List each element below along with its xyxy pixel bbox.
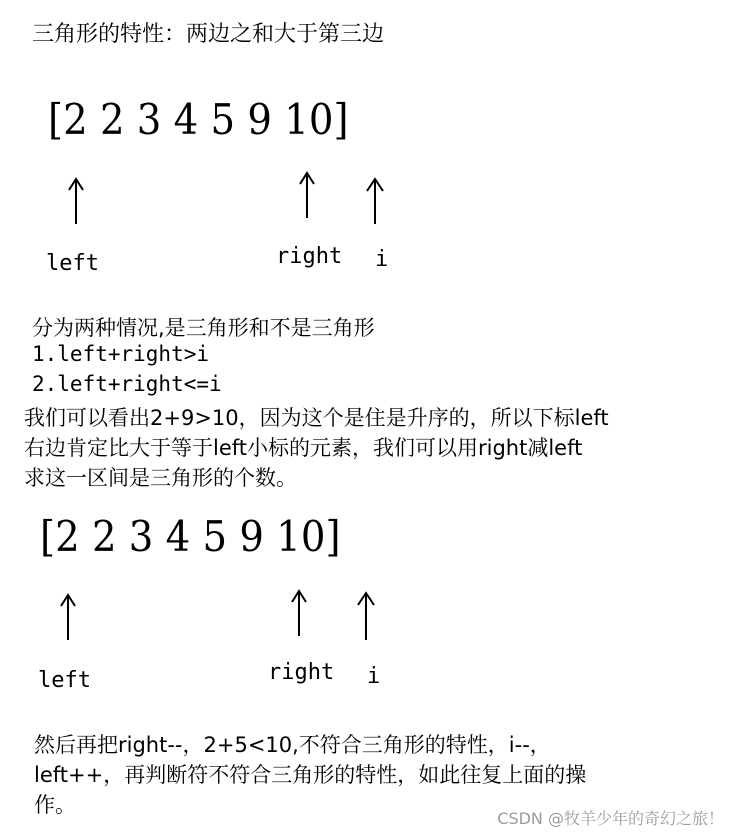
pointer-label-left-2: left [38, 668, 91, 693]
pointer-label-right: right [276, 244, 343, 269]
case-1: 1.left+right>i [32, 342, 210, 366]
up-arrow-icon [58, 592, 78, 642]
pointer-label-left: left [46, 251, 99, 276]
up-arrow-icon [289, 588, 309, 638]
pointer-label-right-2: right [268, 660, 335, 685]
explanation-line-3: 求这一区间是三角形的个数。 [24, 466, 297, 490]
case-2: 2.left+right<=i [32, 372, 222, 396]
diagram-title: 三角形的特性：两边之和大于第三边 [32, 22, 385, 47]
explanation-line-1: 我们可以看出2+9>10，因为这个是住是升序的，所以下标left [24, 406, 609, 430]
array-display-1: [2 2 3 4 5 9 10] [48, 95, 349, 144]
conclusion-line-3: 作。 [34, 793, 76, 817]
conclusion-line-2: left++，再判断符不符合三角形的特性，如此往复上面的操 [34, 763, 587, 787]
pointer-label-i-2: i [367, 664, 381, 689]
up-arrow-icon [355, 590, 377, 642]
up-arrow-icon [297, 170, 317, 220]
conclusion-line-1: 然后再把right--，2+5<10,不符合三角形的特性，i--， [34, 733, 551, 757]
cases-heading: 分为两种情况,是三角形和不是三角形 [32, 316, 375, 340]
explanation-line-2: 右边肯定比大于等于left小标的元素，我们可以用right减left [24, 436, 583, 460]
pointer-label-i: i [375, 247, 389, 272]
array-display-2: [2 2 3 4 5 9 10] [40, 512, 341, 561]
watermark: CSDN @牧羊少年的奇幻之旅！ [497, 809, 724, 828]
up-arrow-icon [364, 176, 386, 226]
up-arrow-icon [66, 176, 86, 226]
